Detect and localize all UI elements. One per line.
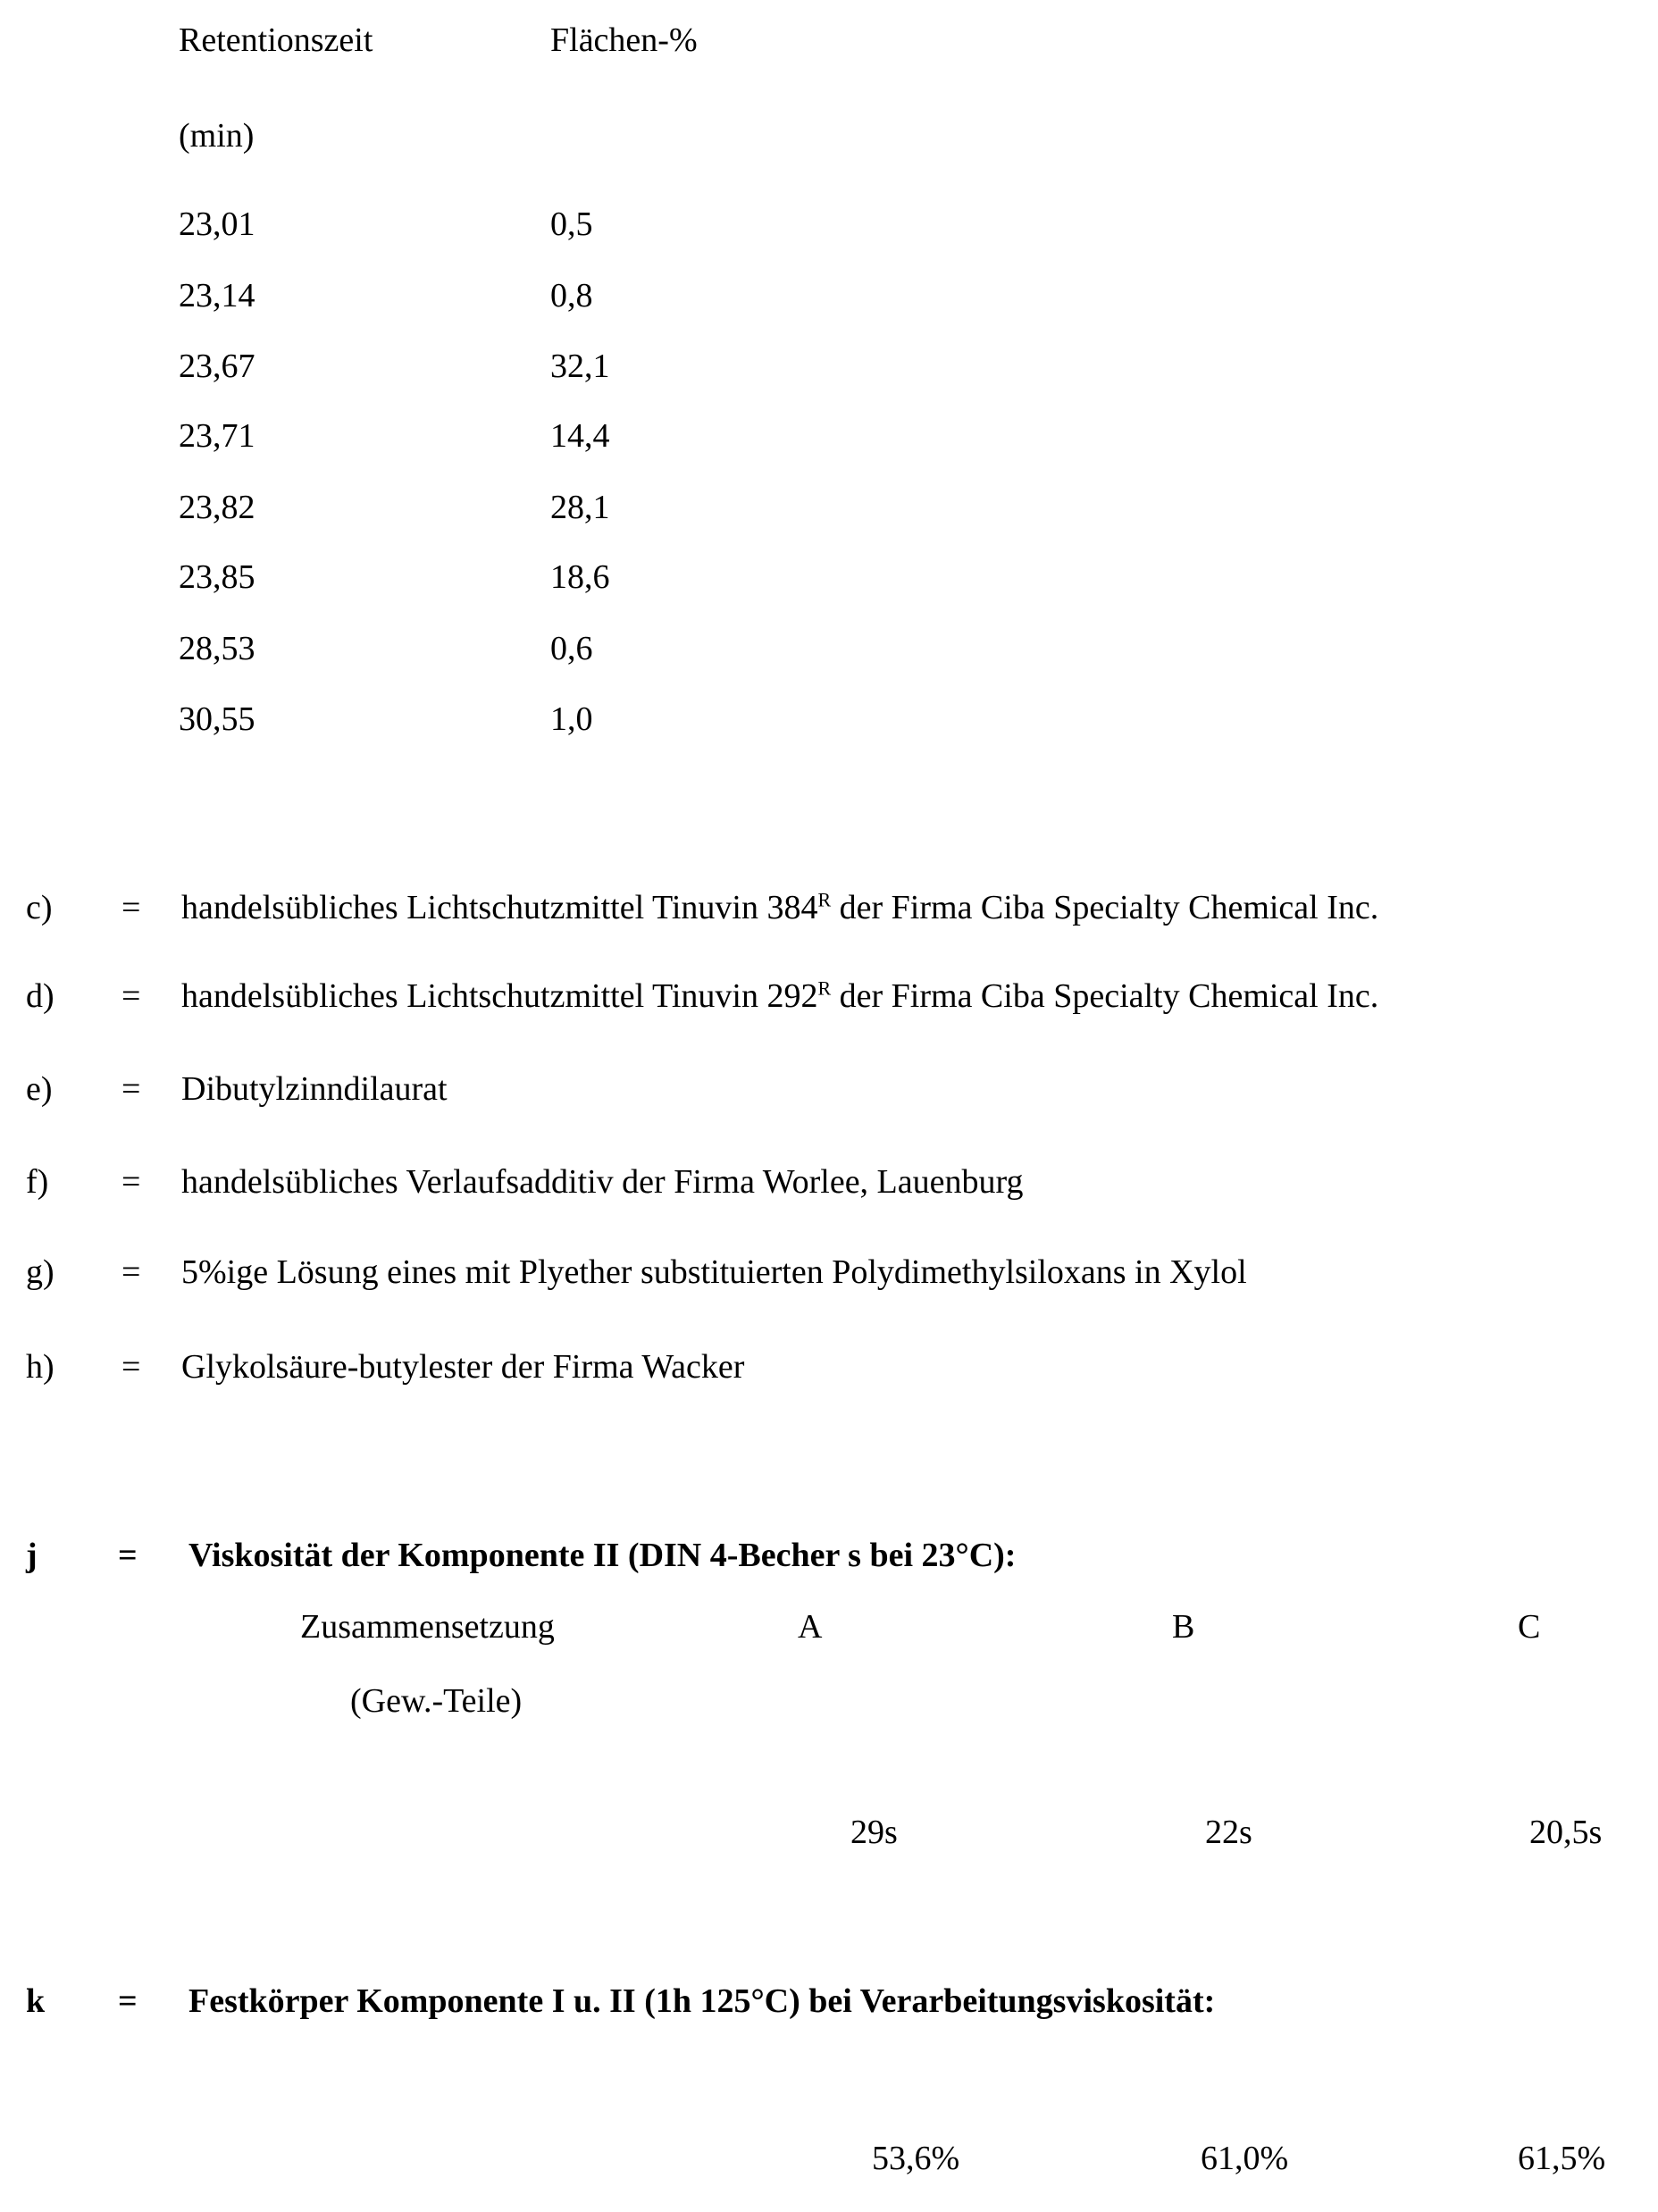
section-k-eq: =	[118, 1982, 138, 2021]
registered-mark: R	[817, 976, 831, 999]
footnote-label: h)	[26, 1347, 54, 1387]
col-header-retention-time: Retentionszeit	[179, 21, 373, 60]
footnote-text-main: handelsübliches Lichtschutzmittel Tinuvin 292	[181, 977, 817, 1015]
footnote-eq: =	[121, 976, 140, 1016]
footnote-text-main: Dibutylzinndilaurat	[181, 1070, 448, 1108]
col-header-area-percent: Flächen-%	[550, 21, 698, 60]
section-j-label: j	[26, 1536, 38, 1575]
section-j-title: Viskosität der Komponente II (DIN 4-Becher s bei 23°C):	[188, 1536, 1016, 1575]
table-cell-time: 23,82	[179, 488, 255, 527]
table-cell-area: 1,0	[550, 700, 593, 739]
footnote-text	[181, 888, 1378, 927]
section-k-title: Festkörper Komponente I u. II (1h 125°C) bei Verarbeitungsviskosität:	[188, 1982, 1215, 2021]
table-cell-area: 0,6	[550, 629, 593, 668]
solids-a: 53,6%	[872, 2139, 959, 2178]
solids-c: 61,5%	[1518, 2139, 1605, 2178]
footnote-text-main: 5%ige Lösung eines mit Plyether substituierten Polydimethylsiloxans in Xylol	[181, 1253, 1247, 1291]
section-k-label: k	[26, 1982, 45, 2021]
footnote-text	[181, 1253, 1247, 1292]
viscosity-a: 29s	[850, 1813, 898, 1852]
footnote-eq: =	[121, 1253, 140, 1292]
column-c: C	[1518, 1607, 1540, 1646]
table-cell-time: 30,55	[179, 700, 255, 739]
column-b: B	[1172, 1607, 1194, 1646]
viscosity-b: 22s	[1205, 1813, 1252, 1852]
table-cell-time: 23,71	[179, 416, 255, 456]
col-unit: (min)	[179, 116, 254, 155]
table-cell-area: 28,1	[550, 488, 610, 527]
footnote-eq: =	[121, 1069, 140, 1109]
footnote-eq: =	[121, 1162, 140, 1202]
footnote-text	[181, 1162, 1023, 1202]
footnote-text	[181, 1069, 448, 1109]
footnote-text	[181, 1347, 744, 1387]
footnote-text-rest: der Firma Ciba Specialty Chemical Inc.	[831, 889, 1378, 926]
viscosity-c: 20,5s	[1529, 1813, 1602, 1852]
table-cell-area: 0,8	[550, 276, 593, 315]
footnote-text-main: Glykolsäure-butylester der Firma Wacker	[181, 1348, 744, 1386]
table-cell-time: 23,14	[179, 276, 255, 315]
section-j-eq: =	[118, 1536, 138, 1575]
column-a: A	[798, 1607, 822, 1646]
footnote-label: c)	[26, 888, 53, 927]
registered-mark: R	[817, 888, 831, 910]
footnote-text-main: handelsübliches Verlaufsadditiv der Firma Worlee, Lauenburg	[181, 1163, 1023, 1201]
composition-subheader: (Gew.-Teile)	[350, 1681, 522, 1721]
table-cell-time: 28,53	[179, 629, 255, 668]
composition-header: Zusammensetzung	[300, 1607, 555, 1646]
table-cell-area: 14,4	[550, 416, 610, 456]
footnote-label: f)	[26, 1162, 48, 1202]
table-cell-area: 0,5	[550, 205, 593, 244]
table-cell-time: 23,85	[179, 557, 255, 597]
footnote-label: e)	[26, 1069, 53, 1109]
footnote-text-main: handelsübliches Lichtschutzmittel Tinuvin 384	[181, 889, 817, 926]
footnote-eq: =	[121, 1347, 140, 1387]
table-cell-area: 18,6	[550, 557, 610, 597]
table-cell-time: 23,01	[179, 205, 255, 244]
table-cell-time: 23,67	[179, 347, 255, 386]
table-cell-area: 32,1	[550, 347, 610, 386]
footnote-text	[181, 976, 1378, 1016]
footnote-label: g)	[26, 1253, 54, 1292]
footnote-eq: =	[121, 888, 140, 927]
footnote-text-rest: der Firma Ciba Specialty Chemical Inc.	[831, 977, 1378, 1015]
footnote-label: d)	[26, 976, 54, 1016]
solids-b: 61,0%	[1201, 2139, 1288, 2178]
